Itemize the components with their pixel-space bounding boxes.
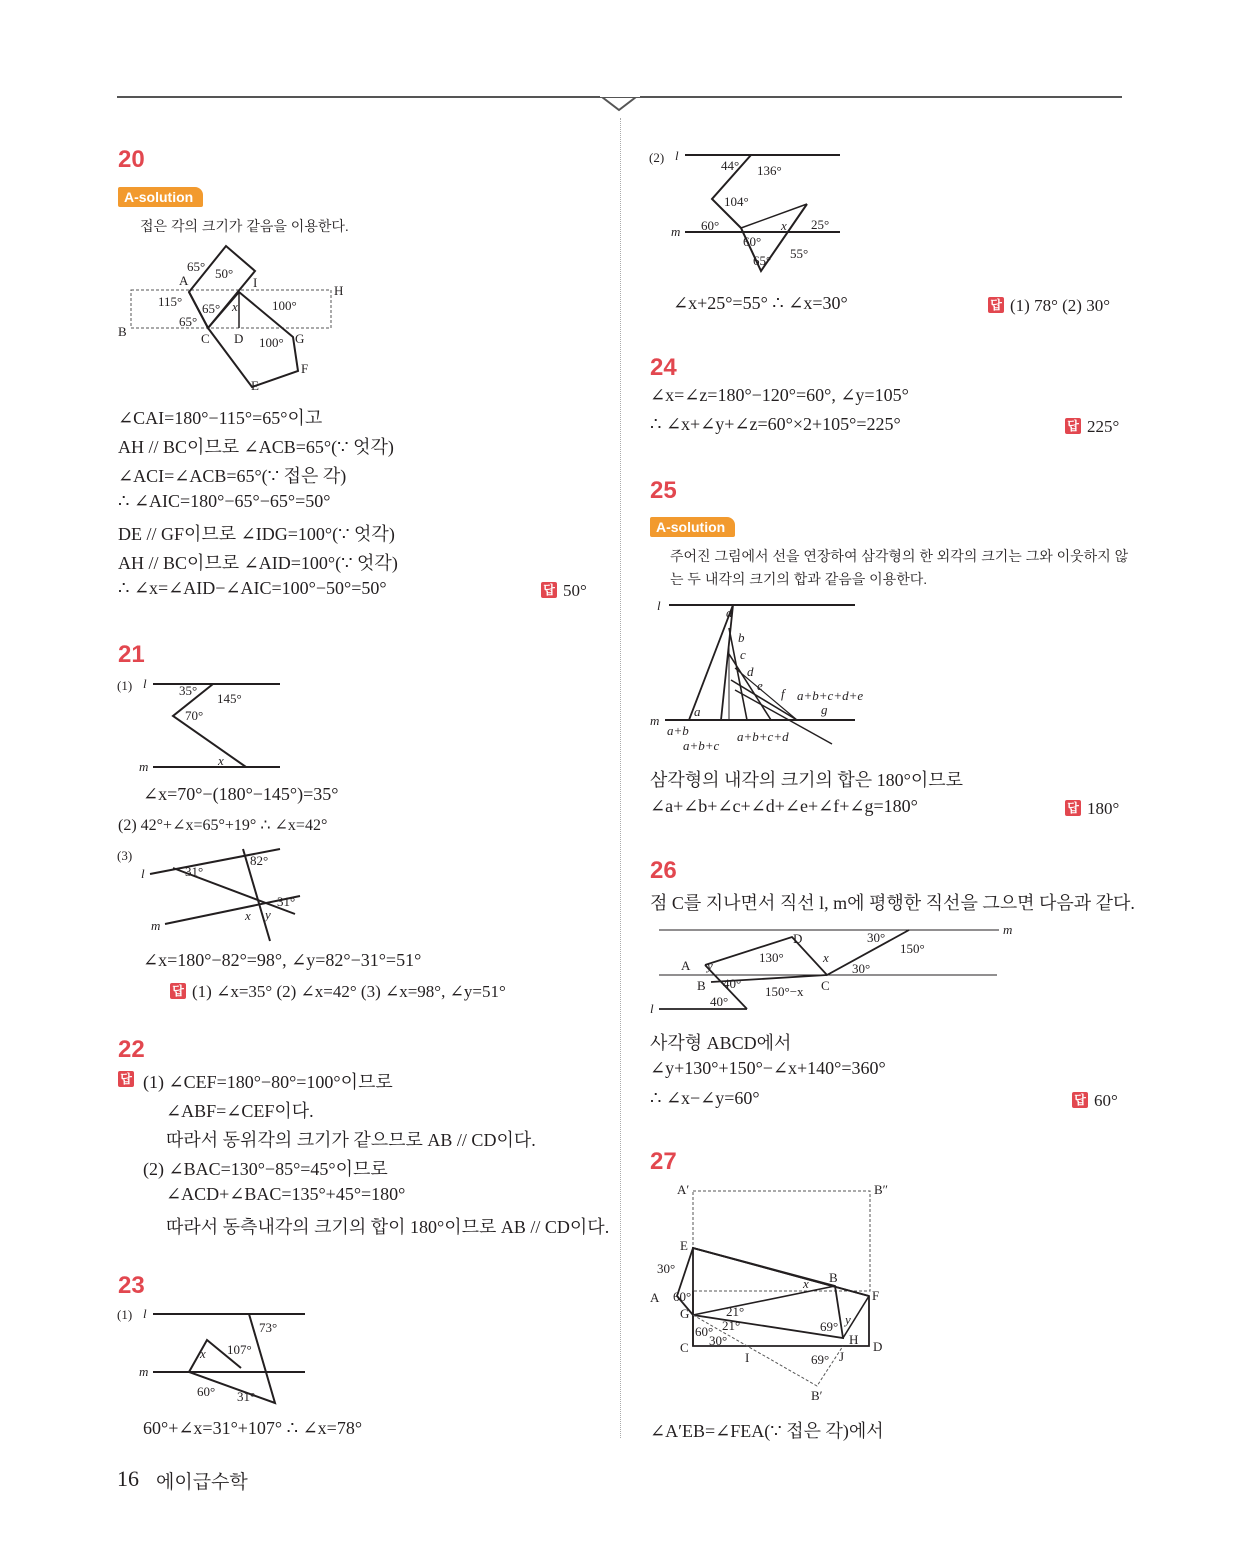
answer: 답 (1) ∠x=35° (2) ∠x=42° (3) ∠x=98°, ∠y=51°: [170, 982, 506, 1002]
problem-number: 26: [650, 857, 677, 884]
solution-line: ∴ ∠AIC=180°−65°−65°=50°: [118, 491, 331, 511]
svg-text:130°: 130°: [759, 950, 784, 965]
svg-text:100°: 100°: [272, 298, 297, 313]
svg-text:(3): (3): [117, 848, 133, 863]
answer-mark: 답: [118, 1071, 134, 1087]
svg-text:E: E: [680, 1238, 688, 1253]
svg-text:21°: 21°: [726, 1304, 745, 1319]
solution-line: 삼각형의 내각의 크기의 합은 180°이므로: [650, 770, 964, 790]
svg-text:69°: 69°: [811, 1352, 830, 1367]
svg-text:145°: 145°: [217, 691, 242, 706]
svg-text:H: H: [849, 1332, 859, 1347]
svg-text:136°: 136°: [757, 163, 782, 178]
svg-text:82°: 82°: [250, 853, 269, 868]
svg-text:A: A: [179, 273, 189, 288]
figure-27: [647, 1178, 897, 1408]
svg-text:x: x: [218, 753, 224, 768]
svg-text:100°: 100°: [259, 335, 284, 350]
solution-line: 사각형 ABCD에서: [650, 1033, 792, 1053]
svg-text:35°: 35°: [179, 683, 198, 698]
book-title: 에이급수학: [156, 1472, 248, 1493]
a-solution-badge: A-solution: [650, 517, 735, 537]
answer-mark: 답: [988, 297, 1004, 313]
solution-line: (2) ∠BAC=130°−85°=45°이므로: [143, 1159, 388, 1179]
answer-mark: 답: [170, 983, 186, 999]
svg-text:d: d: [747, 664, 754, 679]
solution-line: ∠A′EB=∠FEA(∵ 접은 각)에서: [650, 1421, 884, 1441]
solution-line: AH // BC이므로 ∠AID=100°(∵ 엇각): [118, 553, 398, 573]
svg-text:m: m: [1003, 922, 1013, 937]
svg-text:65°: 65°: [179, 314, 198, 329]
svg-text:J: J: [839, 1349, 845, 1364]
svg-text:m: m: [139, 1364, 149, 1379]
svg-text:60°: 60°: [197, 1384, 216, 1399]
svg-text:44°: 44°: [721, 158, 740, 173]
svg-text:60°: 60°: [701, 218, 720, 233]
svg-text:x: x: [232, 299, 238, 314]
svg-text:104°: 104°: [724, 194, 749, 209]
figure-23-1: [115, 1302, 315, 1407]
solution-line: ∴ ∠x=∠AID−∠AIC=100°−50°=50°: [118, 578, 387, 598]
svg-text:30°: 30°: [867, 930, 886, 945]
svg-text:a+b: a+b: [667, 723, 689, 738]
solution-line: AH // BC이므로 ∠ACB=65°(∵ 엇각): [118, 437, 394, 457]
svg-text:B: B: [697, 978, 706, 993]
svg-text:m: m: [650, 713, 660, 728]
svg-text:x: x: [781, 218, 787, 233]
svg-text:G: G: [680, 1306, 690, 1321]
svg-text:I: I: [253, 275, 258, 290]
svg-text:y: y: [845, 1312, 851, 1327]
svg-text:G: G: [295, 331, 305, 346]
svg-text:31°: 31°: [185, 864, 204, 879]
svg-text:C: C: [680, 1340, 689, 1355]
figure-25: [647, 596, 907, 756]
svg-text:31°: 31°: [277, 894, 296, 909]
svg-text:(1): (1): [117, 678, 133, 693]
problem-number: 20: [118, 146, 145, 173]
svg-text:115°: 115°: [158, 294, 183, 309]
answer: 답 60°: [1072, 1091, 1118, 1111]
svg-text:D: D: [234, 331, 244, 346]
figure-23-2: [647, 144, 852, 274]
svg-text:C: C: [201, 331, 210, 346]
svg-text:(2): (2): [649, 150, 665, 165]
svg-text:B: B: [118, 324, 127, 339]
svg-text:65°: 65°: [753, 253, 772, 268]
solution-line: ∴ ∠x−∠y=60°: [650, 1088, 760, 1108]
figure-20: [115, 244, 355, 394]
problem-number: 21: [118, 641, 145, 668]
svg-text:l: l: [143, 1306, 147, 1321]
answer: 답 180°: [1065, 799, 1119, 819]
answer-mark: 답: [1072, 1092, 1088, 1108]
svg-text:40°: 40°: [723, 976, 742, 991]
svg-text:f: f: [781, 686, 785, 701]
problem-number: 23: [118, 1272, 145, 1299]
problem-number: 24: [650, 354, 677, 381]
svg-text:m: m: [139, 759, 149, 774]
svg-text:B: B: [829, 1270, 838, 1285]
svg-text:a+b+c+d: a+b+c+d: [737, 729, 789, 744]
svg-text:I: I: [745, 1350, 750, 1365]
solution-line: ∠ACI=∠ACB=65°(∵ 접은 각): [118, 466, 347, 486]
svg-text:l: l: [143, 676, 147, 691]
svg-text:b: b: [738, 630, 745, 645]
svg-text:x: x: [823, 950, 829, 965]
svg-text:70°: 70°: [185, 708, 204, 723]
svg-text:D: D: [793, 931, 803, 946]
svg-text:30°: 30°: [852, 961, 871, 976]
svg-text:50°: 50°: [215, 266, 234, 281]
svg-text:D: D: [873, 1339, 883, 1354]
solution-line: ∠a+∠b+∠c+∠d+∠e+∠f+∠g=180°: [650, 796, 918, 816]
svg-text:l: l: [675, 148, 679, 163]
svg-text:l: l: [141, 866, 145, 881]
solution-line: ∠x+25°=55° ∴ ∠x=30°: [673, 293, 848, 313]
svg-text:x: x: [245, 908, 251, 923]
solution-line: ∠x=180°−82°=98°, ∠y=82°−31°=51°: [143, 950, 422, 970]
svg-text:73°: 73°: [259, 1320, 278, 1335]
svg-text:A: A: [650, 1290, 660, 1305]
figure-26: [647, 920, 1027, 1020]
svg-text:x: x: [803, 1276, 809, 1291]
solution-line: (2) 42°+∠x=65°+19° ∴ ∠x=42°: [118, 817, 328, 834]
svg-text:y: y: [707, 958, 713, 973]
column-divider: [620, 118, 622, 1438]
problem-number: 22: [118, 1036, 145, 1063]
svg-text:x: x: [200, 1346, 206, 1361]
svg-text:(1): (1): [117, 1307, 133, 1322]
problem-intro: 점 C를 지나면서 직선 l, m에 평행한 직선을 그으면 다음과 같다.: [650, 893, 1135, 913]
answer-mark-row: [118, 1070, 140, 1090]
svg-text:30°: 30°: [709, 1333, 728, 1348]
svg-text:55°: 55°: [790, 246, 809, 261]
svg-text:107°: 107°: [227, 1342, 252, 1357]
svg-text:F: F: [301, 361, 309, 376]
svg-text:e: e: [757, 678, 763, 693]
solution-line: 따라서 동위각의 크기가 같으므로 AB // CD이다.: [166, 1130, 536, 1150]
solution-line: ∠CAI=180°−115°=65°이고: [118, 408, 323, 428]
solution-line: DE // GF이므로 ∠IDG=100°(∵ 엇각): [118, 524, 395, 544]
svg-text:B″: B″: [874, 1182, 889, 1197]
answer-mark: 답: [1065, 418, 1081, 434]
svg-text:150°: 150°: [900, 941, 925, 956]
solution-line: ∠x=70°−(180°−145°)=35°: [143, 784, 339, 804]
svg-text:21°: 21°: [722, 1318, 741, 1333]
solution-note: 접은 각의 크기가 같음을 이용한다.: [140, 218, 349, 234]
svg-text:65°: 65°: [202, 301, 221, 316]
solution-line: ∠ACD+∠BAC=135°+45°=180°: [166, 1184, 406, 1204]
svg-text:m: m: [671, 224, 681, 239]
svg-text:A: A: [681, 958, 691, 973]
svg-text:60°: 60°: [743, 234, 762, 249]
svg-text:E: E: [251, 378, 259, 393]
svg-text:60°: 60°: [673, 1289, 692, 1304]
a-solution-badge: A-solution: [118, 187, 203, 207]
svg-text:30°: 30°: [657, 1261, 676, 1276]
svg-text:A′: A′: [677, 1182, 690, 1197]
svg-text:g: g: [821, 702, 828, 717]
header-notch: [600, 94, 640, 114]
svg-text:69°: 69°: [820, 1319, 839, 1334]
svg-text:H: H: [334, 283, 344, 298]
solution-line: 따라서 동측내각의 크기의 합이 180°이므로 AB // CD이다.: [166, 1217, 610, 1237]
problem-number: 27: [650, 1148, 677, 1175]
page-number: 16: [117, 1466, 139, 1491]
svg-text:B′: B′: [811, 1388, 823, 1403]
solution-note: 주어진 그림에서 선을 연장하여 삼각형의 한 외각의 크기는 그와 이웃하지 않: [670, 548, 1129, 564]
svg-text:25°: 25°: [811, 217, 830, 232]
answer-mark: 답: [541, 582, 557, 598]
answer-mark: 답: [1065, 800, 1081, 816]
svg-text:m: m: [151, 918, 161, 933]
svg-text:a: a: [726, 605, 733, 620]
solution-line: ∠ABF=∠CEF이다.: [166, 1101, 314, 1121]
svg-text:60°: 60°: [695, 1324, 714, 1339]
answer: 답 50°: [541, 581, 587, 601]
svg-text:y: y: [265, 907, 271, 922]
solution-line: ∴ ∠x+∠y+∠z=60°×2+105°=225°: [650, 414, 901, 434]
svg-text:a+b+c+d+e: a+b+c+d+e: [797, 688, 864, 703]
answer: 답 (1) 78° (2) 30°: [988, 296, 1110, 316]
svg-text:c: c: [740, 647, 746, 662]
svg-text:40°: 40°: [710, 994, 729, 1009]
solution-line: 60°+∠x=31°+107° ∴ ∠x=78°: [143, 1418, 363, 1438]
answer: 답 225°: [1065, 417, 1119, 437]
svg-text:C: C: [821, 978, 830, 993]
svg-text:l: l: [650, 1001, 654, 1016]
solution-line: ∠x=∠z=180°−120°=60°, ∠y=105°: [650, 385, 909, 405]
solution-line: (1) ∠CEF=180°−80°=100°이므로: [143, 1072, 393, 1092]
problem-number: 25: [650, 477, 677, 504]
svg-text:65°: 65°: [187, 259, 206, 274]
svg-text:a: a: [694, 704, 701, 719]
svg-text:l: l: [657, 598, 661, 613]
svg-text:31°: 31°: [237, 1389, 256, 1404]
svg-text:a+b+c: a+b+c: [683, 738, 720, 753]
solution-line: ∠y+130°+150°−∠x+140°=360°: [650, 1058, 886, 1078]
figure-21-1: [115, 672, 295, 777]
svg-text:150°−x: 150°−x: [765, 984, 804, 999]
figure-21-3: [115, 844, 305, 944]
solution-note: 는 두 내각의 크기의 합과 같음을 이용한다.: [670, 571, 928, 587]
svg-text:F: F: [872, 1288, 880, 1303]
